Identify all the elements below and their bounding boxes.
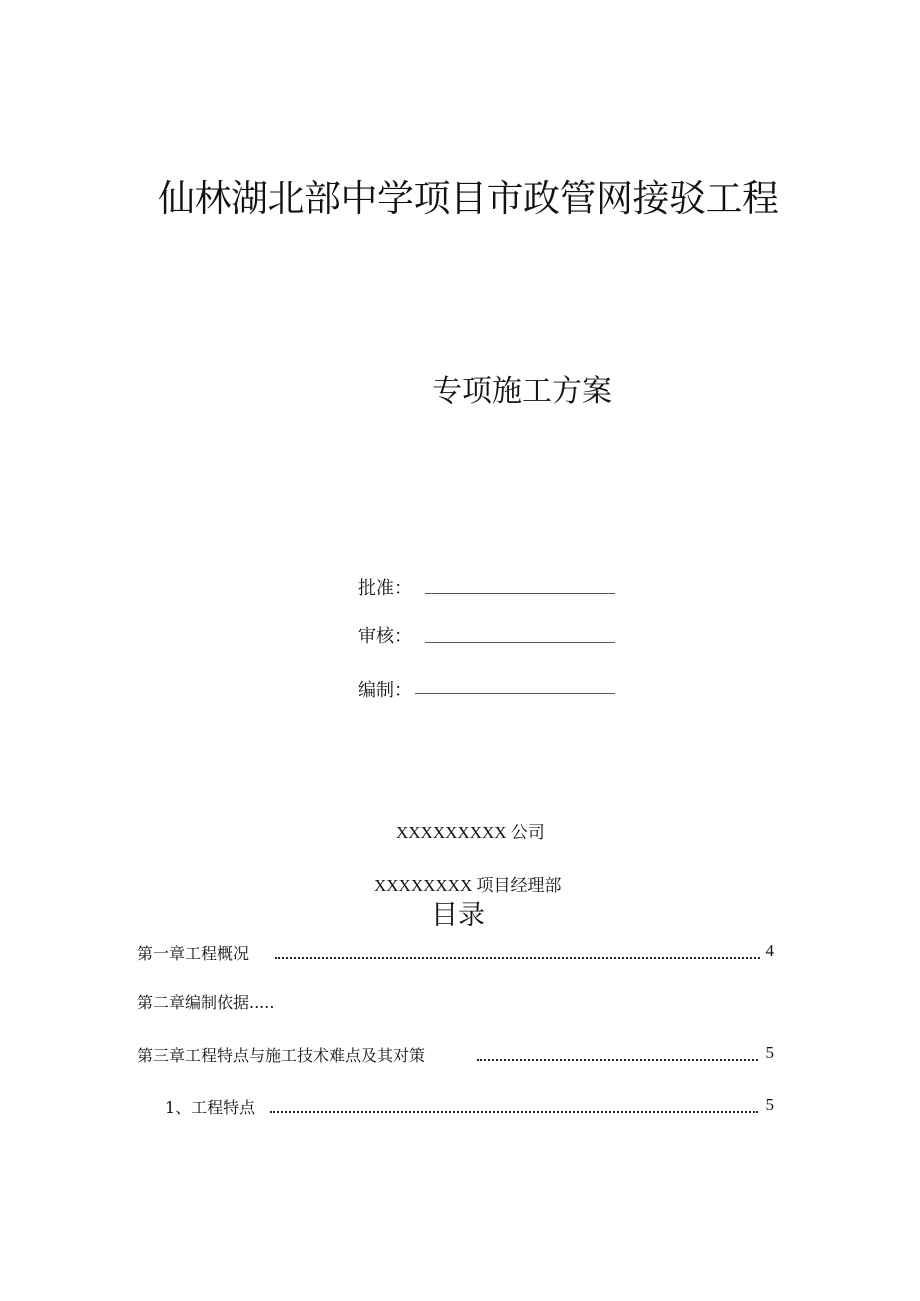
approve-label: 批准： bbox=[358, 578, 412, 599]
project-department: XXXXXXXX 项目经理部 bbox=[374, 876, 562, 895]
compile-signature-line bbox=[415, 693, 615, 694]
toc-entry-label: 第三章工程特点与施工技术难点及其对策 bbox=[137, 1046, 426, 1065]
document-subtitle: 专项施工方案 bbox=[432, 374, 612, 409]
toc-leader-dots bbox=[477, 1045, 758, 1061]
toc-entry-page: 4 bbox=[765, 941, 774, 960]
toc-leader-dots bbox=[275, 943, 760, 959]
review-label: 审核： bbox=[358, 626, 412, 647]
toc-entry[interactable] bbox=[137, 990, 774, 1014]
toc-entry-page: 5 bbox=[765, 1095, 774, 1114]
toc-leader-dots bbox=[270, 1097, 758, 1113]
toc-entry[interactable] bbox=[137, 1043, 774, 1067]
company-name: XXXXXXXXX 公司 bbox=[396, 823, 545, 842]
approve-signature-line bbox=[425, 593, 615, 594]
toc-entry-label: 第一章工程概况 bbox=[137, 944, 250, 963]
toc-entry[interactable] bbox=[137, 1095, 774, 1119]
toc-entry-label: 第二章编制依据..... bbox=[137, 993, 275, 1012]
review-signature-line bbox=[425, 642, 615, 643]
toc-entry-page: 5 bbox=[765, 1043, 774, 1062]
document-title: 仙林湖北部中学项目市政管网接驳工程 bbox=[158, 177, 779, 220]
compile-label: 编制： bbox=[358, 680, 412, 701]
toc-entry[interactable] bbox=[137, 941, 774, 965]
toc-entry-label: 1、工程特点 bbox=[165, 1098, 256, 1117]
toc-heading: 目录 bbox=[431, 900, 485, 931]
